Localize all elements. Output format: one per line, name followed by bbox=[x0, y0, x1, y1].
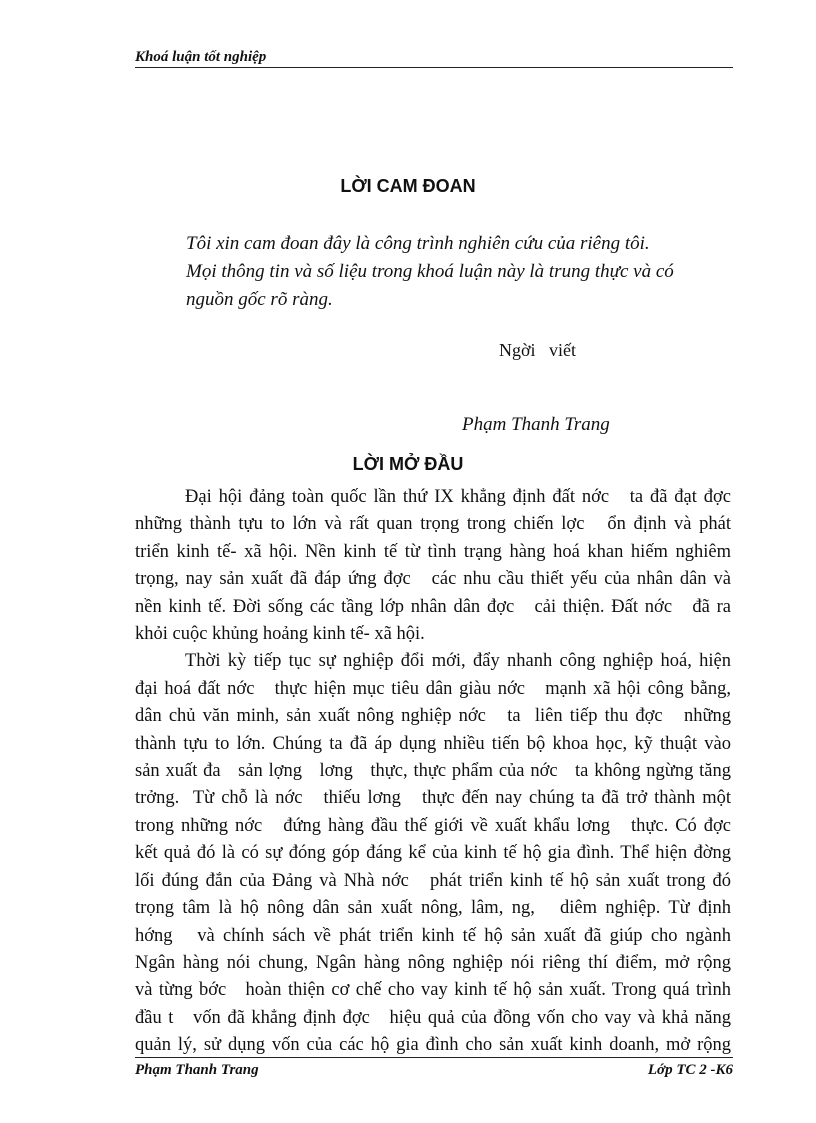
paragraph bbox=[135, 648, 731, 1059]
page-header bbox=[135, 49, 733, 68]
commitment-line: Tôi xin cam đoan đây là công trình nghiên cứu của riêng tôi. bbox=[186, 233, 650, 254]
footer-class-label: Lớp TC 2 -K6 bbox=[647, 1062, 733, 1078]
text-line: và từng bớc hoàn thiện cơ chế cho vay kinh tế hộ sản xuất. Trong quá trình bbox=[135, 980, 731, 1001]
text-line: lối đúng đắn của Đảng và Nhà nớc phát triển kinh tế hộ sản xuất trong đó bbox=[135, 870, 731, 891]
text-line: trởng. Từ chỗ là nớc thiếu lơng thực đến nay chúng ta đã trở thành một bbox=[135, 788, 731, 809]
text-line: những thành tựu to lớn và rất quan trọng trong chiến lợc ổn định và phát bbox=[135, 514, 731, 535]
text-line: thành tựu to lớn. Chúng ta đã áp dụng nhiều tiến bộ khoa học, kỹ thuật vào bbox=[135, 733, 731, 754]
text-line: Thời kỳ tiếp tục sự nghiệp đổi mới, đẩy nhanh công nghiệp hoá, hiện bbox=[185, 651, 731, 672]
commitment-line: Mọi thông tin và số liệu trong khoá luận này là trung thực và có bbox=[186, 261, 674, 282]
page-footer bbox=[135, 1057, 733, 1078]
commitment-text bbox=[186, 230, 706, 314]
text-line: nền kinh tế. Đời sống các tầng lớp nhân dân đợc cải thiện. Đất nớc đã ra bbox=[135, 596, 731, 617]
text-line: kết quả đó là có sự đóng góp đáng kể của kinh tế hộ gia đình. Thể hiện đờng bbox=[135, 843, 731, 864]
text-line: đại hoá đất nớc thực hiện mục tiêu dân giàu nớc mạnh xã hội công bằng, bbox=[135, 678, 731, 699]
text-line: Đại hội đảng toàn quốc lần thứ IX khẳng định đất nớc ta đã đạt đợc bbox=[185, 487, 731, 507]
text-line: dân chủ văn minh, sản xuất nông nghiệp nớc ta liên tiếp thu đợc những bbox=[135, 706, 731, 727]
text-line: đầu t vốn đã khẳng định đợc hiệu quả của đồng vốn cho vay và khả năng bbox=[135, 1007, 731, 1028]
signer-name: Phạm Thanh Trang bbox=[462, 414, 610, 435]
text-line: hớng và chính sách về phát triển kinh tế hộ sản xuất đã giúp cho ngành bbox=[135, 925, 731, 946]
text-line: Ngân hàng nói chung, Ngân hàng nông nghiệp nói riêng thí điểm, mở rộng bbox=[135, 952, 731, 973]
paragraph bbox=[135, 484, 731, 648]
header-title: Khoá luận tốt nghiệp bbox=[135, 49, 267, 65]
text-line: trọng tâm là hộ nông dân sản xuất nông, lâm, ng, diêm nghiệp. Từ định bbox=[135, 898, 731, 919]
introduction-body bbox=[135, 484, 731, 1060]
text-line: trọng, nay sản xuất đã đáp ứng đợc các nhu cầu thiết yếu của nhân dân và bbox=[135, 569, 731, 590]
footer-author: Phạm Thanh Trang bbox=[135, 1062, 259, 1078]
introduction-heading: LỜI MỞ ĐẦU bbox=[352, 454, 464, 474]
text-line: triển kinh tế- xã hội. Nền kinh tế từ tình trạng hàng hoá khan hiếm nghiêm bbox=[135, 541, 731, 562]
commitment-heading: LỜI CAM ĐOAN bbox=[340, 176, 476, 196]
text-line: quản lý, sử dụng vốn của các hộ gia đình cho sản xuất kinh doanh, mở rộng bbox=[135, 1035, 731, 1056]
text-line: trong những nớc đứng hàng đầu thế giới về xuất khẩu lơng thực. Có đợc bbox=[135, 815, 731, 836]
commitment-line: nguồn gốc rõ ràng. bbox=[186, 289, 333, 310]
text-line: sản xuất đa sản lợng lơng thực, thực phẩm của nớc ta không ngừng tăng bbox=[135, 761, 731, 782]
signer-label: Ngời viết bbox=[499, 340, 577, 360]
text-line: khỏi cuộc khủng hoảng kinh tế- xã hội. bbox=[135, 624, 425, 645]
